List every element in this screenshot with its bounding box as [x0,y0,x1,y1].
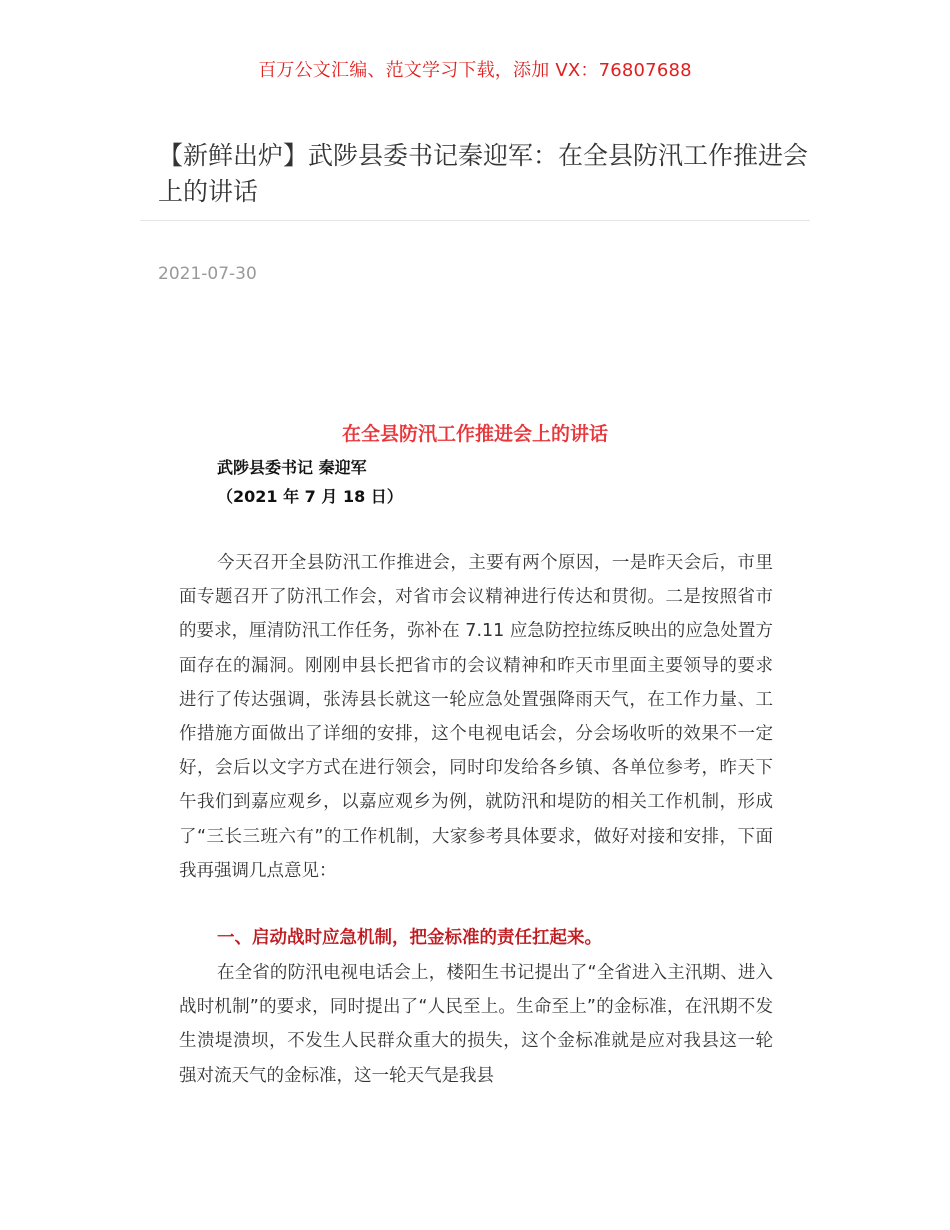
speech-date: （2021 年 7 月 18 日） [217,487,403,506]
speaker-line: 武陟县委书记 秦迎军 [217,458,367,477]
speech-title: 在全县防汛工作推进会上的讲话 [341,423,608,445]
article-title: 【新鲜出炉】武陟县委书记秦迎军：在全县防汛工作推进会上的讲话 [158,141,809,206]
title-divider [140,220,810,221]
section-heading-1: 一、启动战时应急机制，把金标准的责任扛起来。 [217,928,602,948]
publish-date: 2021-07-30 [158,264,257,284]
promo-banner: 百万公文汇编、范文学习下载，添加 VX：76807688 [258,60,692,81]
paragraph-section-1: 在全省的防汛电视电话会上，楼阳生书记提出了“全省进入主汛期、进入战时机制”的要求，同时提出了“人民至上。生命至上”的金标准，在汛期不发生溃堤溃坝，不发生人民群众重大的损失，这个金标准就是应对我县这一轮强对流天气的金标准，这一轮天气是我县 [179,963,773,1086]
paragraph-intro: 今天召开全县防汛工作推进会，主要有两个原因，一是昨天会后，市里面专题召开了防汛工作会，对省市会议精神进行传达和贯彻。二是按照省市的要求，厘清防汛工作任务，弥补在 7.11 应急防控拉练反映出的应急处置方面存在的漏洞。刚刚申县长把省市的会议精神和昨天市里面主要领导的要求进行了传达强调，张涛县长就这一轮应急处置强降雨天气，在工作力量、工作措施方面做出了详细的安排，这个电视电话会，分会场收听的效果不一定好，会后以文字方式在进行领会，同时印发给各乡镇、各单位参考，昨天下午我们到嘉应观乡，以嘉应观乡为例，就防汛和堤防的相关工作机制，形成了“三长三班六有”的工作机制，大家参考具体要求，做好对接和安排，下面我再强调几点意见： [179,553,773,881]
